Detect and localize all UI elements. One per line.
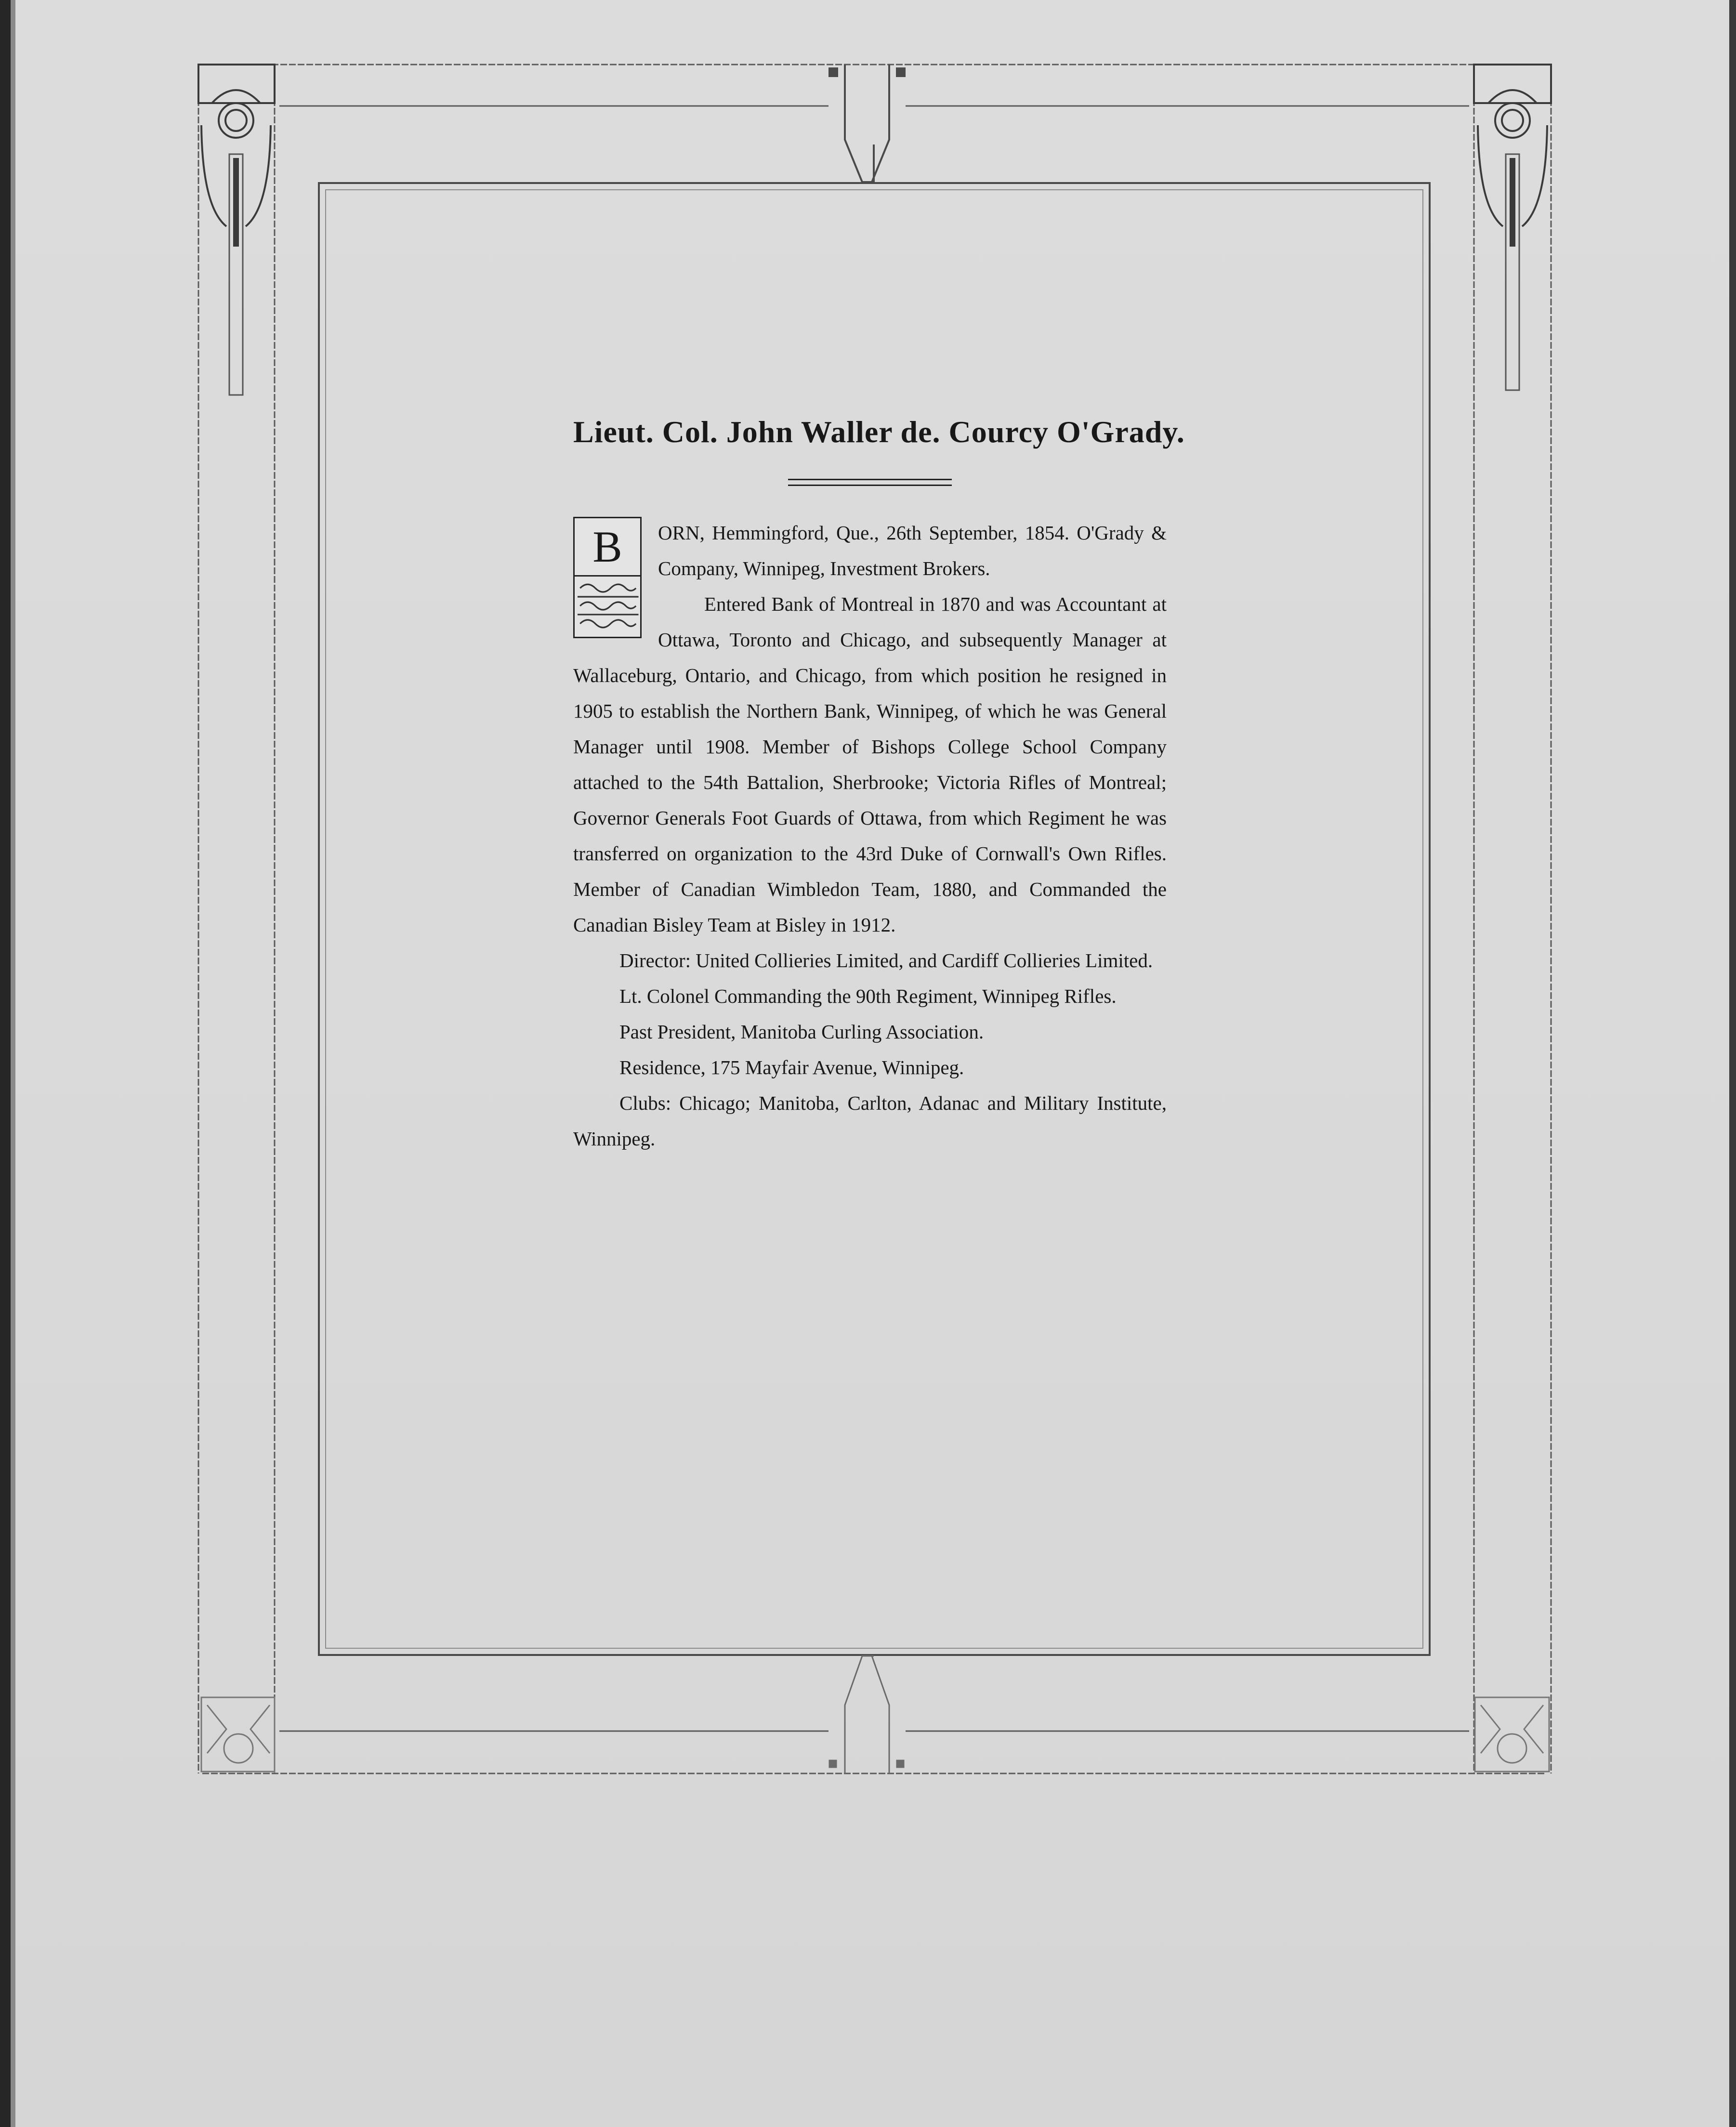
past-president-paragraph: Past President, Manitoba Curling Association. <box>619 1021 984 1043</box>
drop-cap-letter: B <box>575 518 640 577</box>
top-center-ornament-icon <box>829 65 905 182</box>
biography-section <box>573 414 1185 1156</box>
clubs-paragraph: Clubs: Chicago; Manitoba, Carlton, Adanac and Military Institute, Winnipeg. <box>573 1092 1167 1150</box>
residence-paragraph: Residence, 175 Mayfair Avenue, Winnipeg. <box>619 1056 964 1078</box>
title-divider <box>788 479 952 486</box>
biography-text <box>573 515 1167 1156</box>
bottom-right-corner-ornament-icon <box>1475 1697 1549 1772</box>
birth-paragraph: ORN, Hemmingford, Que., 26th September, 1854. O'Grady & Company, Winnipeg, Investment Brokers. <box>658 522 1167 579</box>
drop-cap <box>573 517 642 638</box>
career-paragraph: Entered Bank of Montreal in 1870 and was Accountant at Ottawa, Toronto and Chicago, and subsequently Manager at Wallaceburg, Ontario, and Chicago, from which position he resigned in 1905 to establish the Northern Bank, Winnipeg, of which he was General Manager until 1908. Member of Bishops College School Company attached to the 54th Battalion, Sherbrooke; Victoria Rifles of Montreal; Governor Generals Foot Guards of Ottawa, from which Regiment he was transferred on organization to the 43rd Duke of Cornwall's Own Rifles. Member of Canadian Wimbledon Team, 1880, and Commanded the Canadian Bisley Team at Bisley in 1912. <box>573 593 1167 936</box>
top-left-lion-ornament-icon <box>198 65 275 395</box>
bottom-center-ornament-icon <box>829 1656 904 1773</box>
page-title: Lieut. Col. John Waller de. Courcy O'Grady. <box>573 415 1185 449</box>
top-right-lion-ornament-icon <box>1474 65 1551 390</box>
command-paragraph: Lt. Colonel Commanding the 90th Regiment, Winnipeg Rifles. <box>619 985 1117 1007</box>
bottom-left-corner-ornament-icon <box>201 1697 275 1772</box>
director-paragraph: Director: United Collieries Limited, and Cardiff Collieries Limited. <box>619 949 1153 972</box>
drop-cap-ornament-icon <box>578 578 639 634</box>
